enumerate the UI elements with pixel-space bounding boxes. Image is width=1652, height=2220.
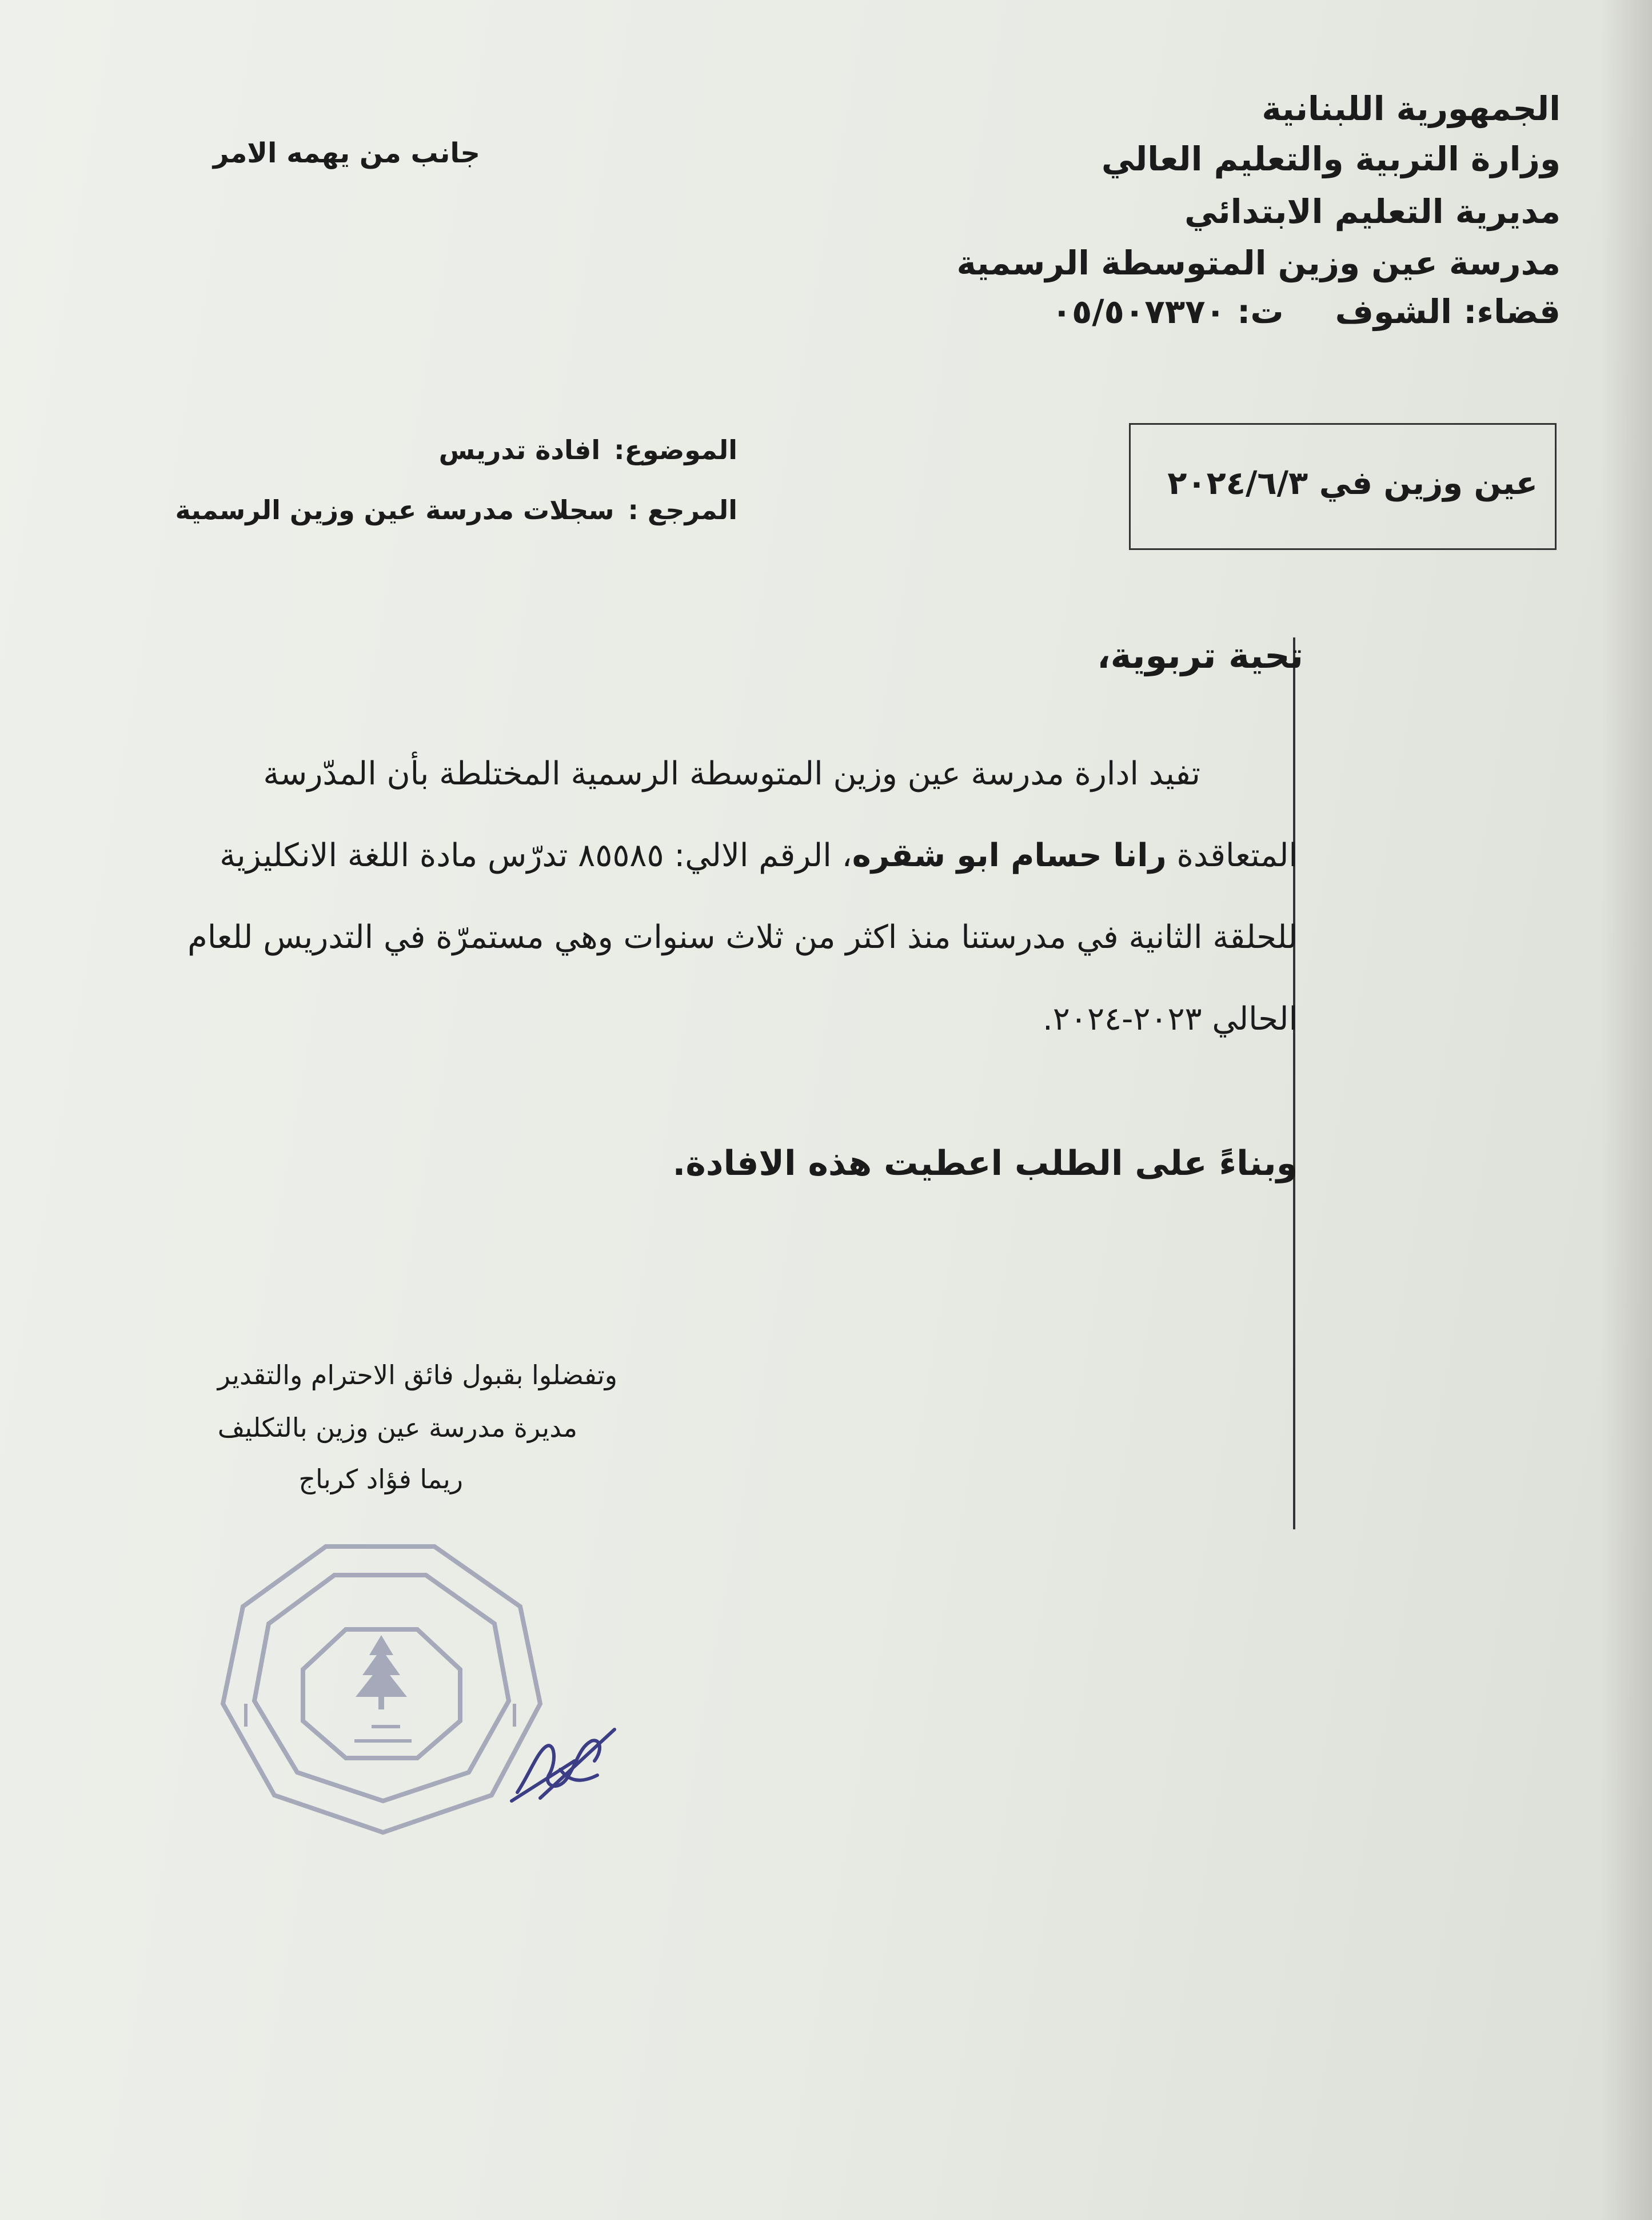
subject-value: افادة تدريس — [438, 435, 601, 465]
header-ministry: وزارة التربية والتعليم العالي — [1101, 140, 1561, 178]
header-school: مدرسة عين وزين المتوسطة الرسمية — [956, 244, 1561, 282]
signature-title: مديرة مدرسة عين وزين بالتكليف — [217, 1412, 577, 1443]
body-line-2-b: ، الرقم الالي: ٨٥٥٨٥ تدرّس مادة اللغة الانكليزية — [220, 837, 852, 874]
page-edge-shadow — [1601, 0, 1652, 2220]
reference-value: سجلات مدرسة عين وزين الرسمية — [175, 495, 614, 525]
body-line-2-a: المتعاقدة — [1176, 837, 1298, 874]
teacher-name: رانا حسام ابو شقره — [852, 837, 1167, 874]
handwritten-signature-icon — [506, 1707, 620, 1810]
reference-line — [175, 495, 738, 525]
header-country: الجمهورية اللبنانية — [1262, 89, 1561, 128]
greeting: تحية تربوية، — [1097, 635, 1303, 676]
subject-line — [439, 435, 737, 465]
reference-label: المرجع : — [628, 495, 737, 525]
header-contact — [1052, 289, 1561, 334]
signature-salutation: وتفضلوا بقبول فائق الاحترام والتقدير — [217, 1360, 617, 1390]
closing-statement: وبناءً على الطلب اعطيت هذه الافادة. — [672, 1143, 1298, 1183]
body-line-2 — [97, 815, 1298, 896]
body-line-1: تفيد ادارة مدرسة عين وزين المتوسطة الرسمية المختلطة بأن المدّرسة — [263, 755, 1200, 792]
recipient-line: جانب من يهمه الامر — [213, 137, 480, 169]
header-directorate: مديرية التعليم الابتدائي — [1184, 192, 1561, 231]
signature-name: ريما فؤاد كرباج — [298, 1464, 463, 1494]
official-stamp-icon — [212, 1538, 549, 1841]
date-text: عين وزين في ٢٠٢٤/٦/٣ — [1167, 465, 1538, 502]
body-paragraph — [97, 733, 1298, 1060]
subject-label: الموضوع: — [614, 435, 737, 465]
body-line-3: للحلقة الثانية في مدرستنا منذ اكثر من ثلاث سنوات وهي مستمرّة في التدريس للعام — [187, 919, 1298, 956]
district-label: قضاء: الشوف — [1335, 292, 1561, 331]
body-line-4: الحالي ٢٠٢٣-٢٠٢٤. — [1042, 1001, 1298, 1038]
phone-label: ت: ٠٥/٥٠٧٣٧٠ — [1051, 292, 1284, 331]
date-box — [1129, 423, 1557, 550]
